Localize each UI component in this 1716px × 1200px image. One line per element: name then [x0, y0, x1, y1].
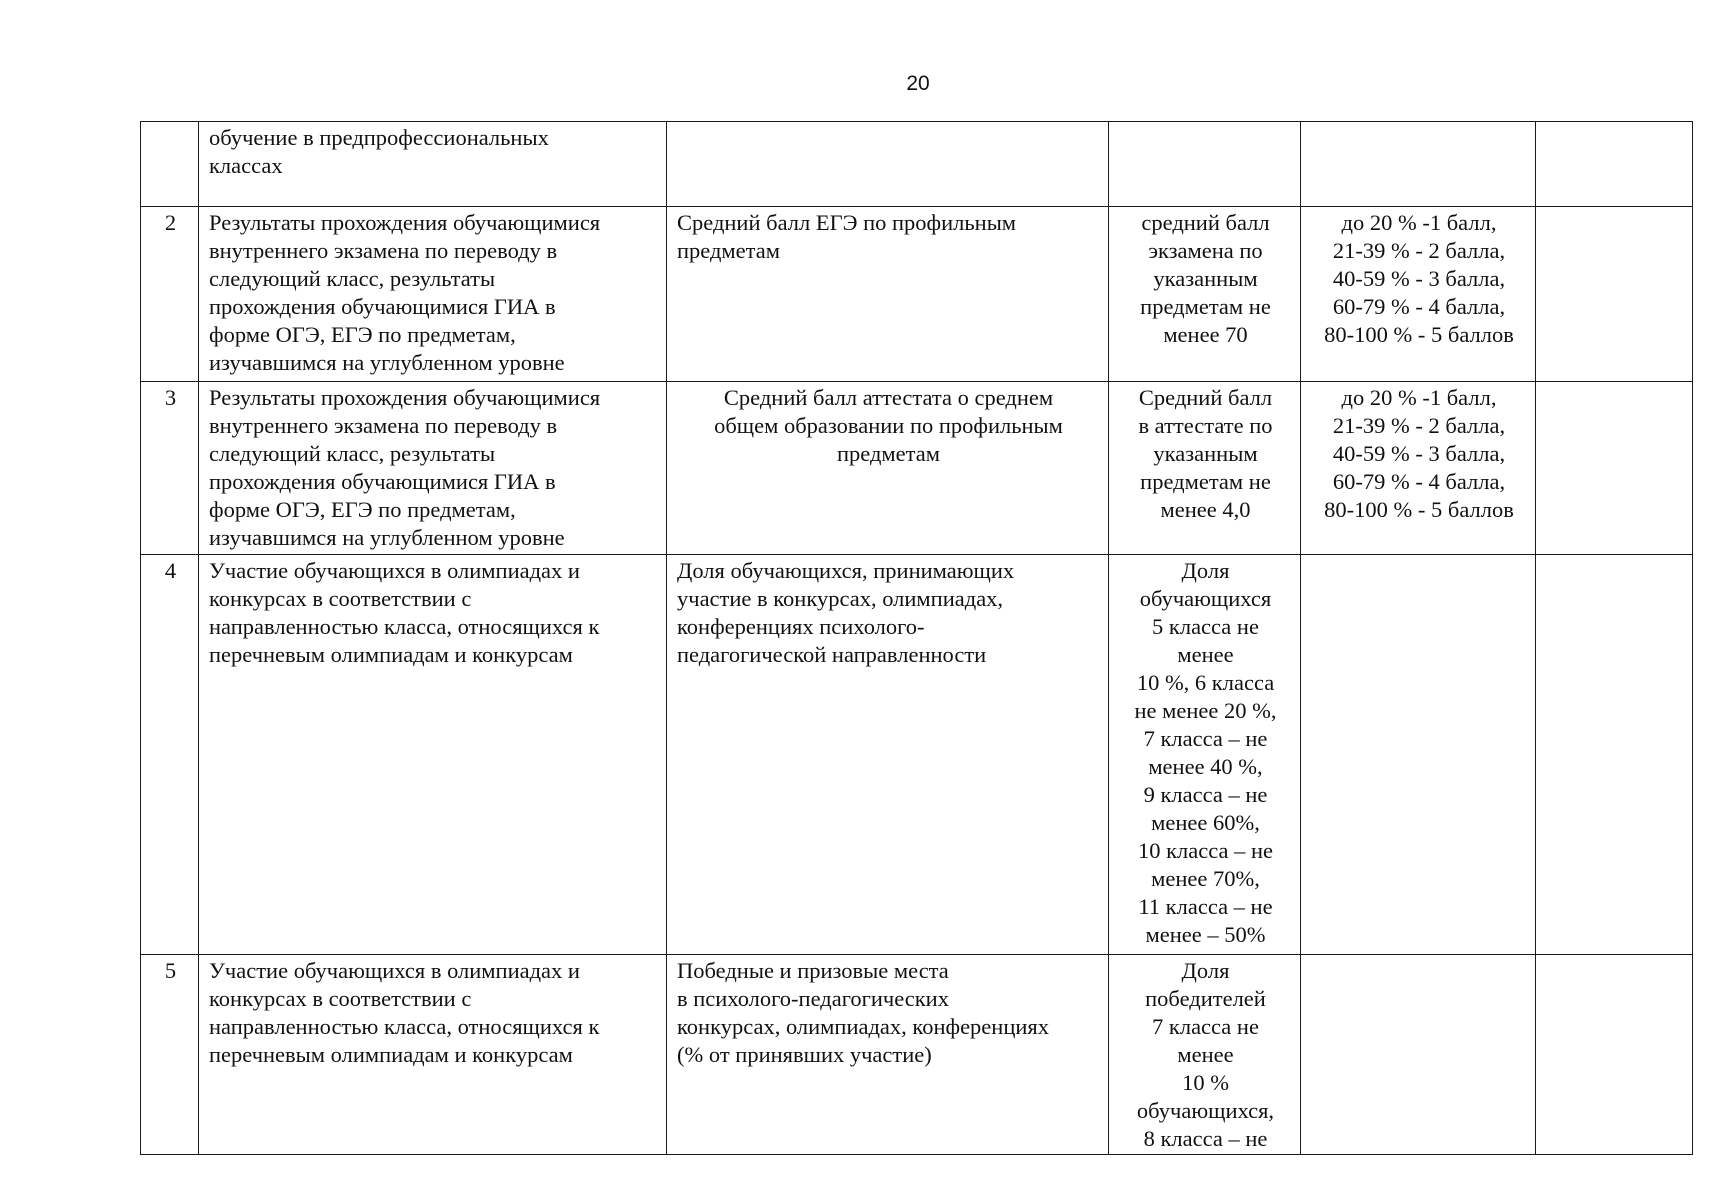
norm-cell [1109, 955, 1301, 1155]
indicator-cell-line: предметам [677, 238, 780, 263]
scoring-cell-line: до 20 % -1 балл, [1341, 210, 1497, 235]
scoring-cell [1301, 955, 1536, 1155]
indicator-cell [667, 207, 1109, 382]
criterion-cell-line: перечневым олимпиадам и конкурсам [209, 1042, 573, 1067]
norm-cell-line: менее – 50% [1145, 922, 1266, 947]
norm-cell-line: победителей [1145, 986, 1266, 1011]
criterion-cell-line: перечневым олимпиадам и конкурсам [209, 642, 573, 667]
norm-cell-line: менее 4,0 [1160, 497, 1251, 522]
scoring-cell-line: до 20 % -1 балл, [1341, 385, 1497, 410]
norm-cell-line: предметам не [1140, 294, 1271, 319]
norm-cell-line: менее 60%, [1151, 810, 1260, 835]
norm-cell-line: менее 40 %, [1148, 754, 1263, 779]
indicator-cell [667, 555, 1109, 955]
criterion-cell-line: Результаты прохождения обучающимися [209, 210, 601, 235]
norm-cell-line: Доля [1181, 958, 1230, 983]
scoring-cell-line: 60-79 % - 4 балла, [1332, 469, 1506, 494]
norm-cell-line: менее 70 [1163, 322, 1248, 347]
norm-cell-line: обучающихся [1139, 586, 1272, 611]
criterion-cell-line: Участие обучающихся в олимпиадах и [209, 958, 580, 983]
norm-cell-line: Средний балл [1138, 385, 1273, 410]
criterion-cell [199, 955, 667, 1155]
criterion-cell-line: следующий класс, результаты [209, 441, 496, 466]
indicator-cell-line: Средний балл ЕГЭ по профильным [677, 210, 1017, 235]
criterion-cell [199, 122, 667, 207]
norm-cell-line: в аттестате по [1138, 413, 1273, 438]
indicator-cell-line: педагогической направленности [677, 642, 987, 667]
extra-cell [1536, 207, 1693, 382]
page-number: 20 [906, 72, 930, 95]
indicator-cell-line: предметам [837, 441, 940, 466]
norm-cell-line: менее [1177, 1042, 1234, 1067]
scoring-cell-line: 21-39 % - 2 балла, [1332, 238, 1506, 263]
indicator-cell-line: Средний балл аттестата о среднем [723, 385, 1054, 410]
indicator-cell-line: Доля обучающихся, принимающих [677, 558, 1015, 583]
criteria-table [140, 121, 1693, 1155]
norm-cell-line: экзамена по [1148, 238, 1263, 263]
criterion-cell [199, 207, 667, 382]
scoring-cell-line: 40-59 % - 3 балла, [1332, 441, 1506, 466]
indicator-cell-line: конкурсах, олимпиадах, конференциях [677, 1014, 1050, 1039]
criterion-cell-line: изучавшимся на углубленном уровне [209, 525, 565, 550]
norm-cell-line: предметам не [1140, 469, 1271, 494]
row-number [141, 122, 199, 207]
table-row [141, 955, 1693, 1155]
table-row [141, 122, 1693, 207]
row-number: 2 [141, 207, 199, 382]
indicator-cell-line: в психолого-педагогических [677, 986, 949, 1011]
criterion-cell-line: направленностью класса, относящихся к [209, 614, 600, 639]
norm-cell-line: 9 класса – не [1143, 782, 1268, 807]
norm-cell-line: 10 % [1182, 1070, 1229, 1095]
norm-cell [1109, 382, 1301, 555]
criterion-cell-line: внутреннего экзамена по переводу в [209, 238, 558, 263]
norm-cell-line: не менее 20 %, [1134, 698, 1277, 723]
criterion-cell-line: внутреннего экзамена по переводу в [209, 413, 558, 438]
criterion-cell-line: прохождения обучающимися ГИА в [209, 469, 556, 494]
extra-cell [1536, 955, 1693, 1155]
extra-cell [1536, 382, 1693, 555]
indicator-cell [667, 382, 1109, 555]
criterion-cell-line: обучение в предпрофессиональных [209, 125, 549, 150]
criterion-cell-line: прохождения обучающимися ГИА в [209, 294, 556, 319]
criterion-cell-line: Результаты прохождения обучающимися [209, 385, 601, 410]
criterion-cell [199, 555, 667, 955]
scoring-cell [1301, 207, 1536, 382]
norm-cell-line: 11 класса – не [1138, 894, 1273, 919]
criterion-cell-line: конкурсах в соответствии с [209, 986, 472, 1011]
row-number: 4 [141, 555, 199, 955]
criterion-cell-line: конкурсах в соответствии с [209, 586, 472, 611]
indicator-cell-line: участие в конкурсах, олимпиадах, [677, 586, 1004, 611]
norm-cell-line: 5 класса не [1152, 614, 1259, 639]
indicator-cell [667, 122, 1109, 207]
norm-cell-line: 8 класса – не [1143, 1126, 1268, 1151]
indicator-cell-line: конференциях психолого- [677, 614, 925, 639]
norm-cell [1109, 555, 1301, 955]
row-number: 3 [141, 382, 199, 555]
indicator-cell-line: (% от принявших участие) [677, 1042, 932, 1067]
scoring-cell-line: 80-100 % - 5 баллов [1324, 497, 1514, 522]
extra-cell [1536, 555, 1693, 955]
scoring-cell-line: 60-79 % - 4 балла, [1332, 294, 1506, 319]
criterion-cell-line: следующий класс, результаты [209, 266, 496, 291]
scoring-cell-line: 21-39 % - 2 балла, [1332, 413, 1506, 438]
indicator-cell-line: Победные и призовые места [677, 958, 949, 983]
criterion-cell-line: изучавшимся на углубленном уровне [209, 350, 565, 375]
norm-cell [1109, 122, 1301, 207]
table-row [141, 207, 1693, 382]
norm-cell-line: 10 класса – не [1137, 838, 1274, 863]
table-row [141, 382, 1693, 555]
norm-cell-line: указанным [1153, 441, 1258, 466]
norm-cell-line: Доля [1181, 558, 1230, 583]
scoring-cell-line: 80-100 % - 5 баллов [1324, 322, 1514, 347]
row-number: 5 [141, 955, 199, 1155]
criterion-cell-line: форме ОГЭ, ЕГЭ по предметам, [209, 497, 516, 522]
scoring-cell [1301, 122, 1536, 207]
criterion-cell-line: Участие обучающихся в олимпиадах и [209, 558, 580, 583]
norm-cell-line: указанным [1153, 266, 1258, 291]
norm-cell-line: 7 класса не [1152, 1014, 1259, 1039]
scoring-cell-line: 40-59 % - 3 балла, [1332, 266, 1506, 291]
norm-cell-line: обучающихся, [1136, 1098, 1275, 1123]
norm-cell-line: средний балл [1141, 210, 1270, 235]
norm-cell-line: 7 класса – не [1143, 726, 1268, 751]
criterion-cell-line: классах [209, 153, 283, 178]
scoring-cell [1301, 382, 1536, 555]
norm-cell-line: 10 %, 6 класса [1136, 670, 1275, 695]
norm-cell-line: менее 70%, [1151, 866, 1260, 891]
norm-cell [1109, 207, 1301, 382]
scoring-cell [1301, 555, 1536, 955]
norm-cell-line: менее [1177, 642, 1234, 667]
indicator-cell-line: общем образовании по профильным [714, 413, 1063, 438]
criterion-cell-line: направленностью класса, относящихся к [209, 1014, 600, 1039]
indicator-cell [667, 955, 1109, 1155]
criterion-cell [199, 382, 667, 555]
extra-cell [1536, 122, 1693, 207]
criterion-cell-line: форме ОГЭ, ЕГЭ по предметам, [209, 322, 516, 347]
table-row [141, 555, 1693, 955]
